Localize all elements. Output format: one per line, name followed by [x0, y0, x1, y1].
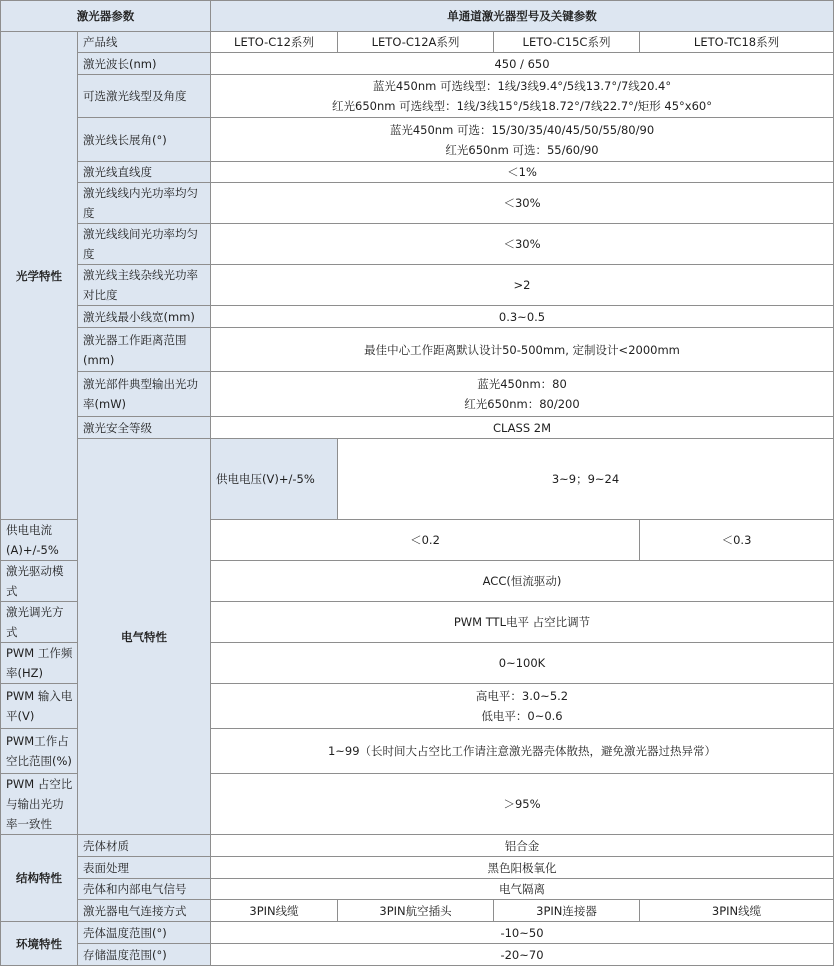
row-value: 0.3~0.5 [211, 306, 834, 328]
row-value: ＞95% [211, 774, 834, 835]
table-row [1, 835, 834, 857]
tc18-value: ＜0.3 [640, 520, 834, 561]
row-label: 激光调光方式 [1, 602, 78, 643]
row-label: 激光安全等级 [78, 417, 211, 439]
row-value: -10~50 [211, 922, 834, 944]
row-label: PWM 输入电平(V) [1, 684, 78, 729]
model-c12: LETO-C12系列 [211, 32, 338, 53]
category-electrical: 电气特性 [78, 439, 211, 835]
row-value [211, 684, 834, 729]
row-value: 黑色阳极氧化 [211, 857, 834, 879]
row-value: 3~9；9~24 [338, 439, 834, 520]
row-label: 激光线主线杂线光功率对比度 [78, 265, 211, 306]
row-value: ＜30% [211, 183, 834, 224]
row-label: PWM 工作频率(HZ) [1, 643, 78, 684]
value-line: 红光650nm：80/200 [464, 397, 580, 411]
row-label: PWM工作占空比范围(%) [1, 729, 78, 774]
row-label: PWM 占空比与输出光功率一致性 [1, 774, 78, 835]
row-label: 激光器工作距离范围(mm) [78, 328, 211, 372]
value-line: 蓝光450nm：80 [477, 377, 567, 391]
row-label: 激光线最小线宽(mm) [78, 306, 211, 328]
row-value: ＜30% [211, 224, 834, 265]
row-label: 激光线直线度 [78, 162, 211, 183]
connection-c15c: 3PIN连接器 [494, 900, 640, 922]
row-value: CLASS 2M [211, 417, 834, 439]
row-label: 存储温度范围(°) [78, 944, 211, 966]
row-value: 电气隔离 [211, 879, 834, 900]
table-row [1, 922, 834, 944]
row-label: 产品线 [78, 32, 211, 53]
value-line: 低电平：0~0.6 [481, 709, 563, 723]
table-row [1, 328, 834, 372]
table-row [1, 265, 834, 306]
category-environmental: 环境特性 [1, 922, 78, 966]
table-title: 单通道激光器型号及关键参数 [211, 1, 834, 32]
row-value: 1~99（长时间大占空比工作请注意激光器壳体散热，避免激光器过热异常） [211, 729, 834, 774]
model-c12a: LETO-C12A系列 [338, 32, 494, 53]
table-row [1, 417, 834, 439]
row-value: PWM TTL电平 占空比调节 [211, 602, 834, 643]
row-value: >2 [211, 265, 834, 306]
row-label: 壳体和内部电气信号 [78, 879, 211, 900]
table-row [1, 900, 834, 922]
value-line: 红光650nm 可选线型：1线/3线15°/5线18.72°/7线22.7°/矩形 45°x60° [332, 99, 712, 113]
table-row [1, 224, 834, 265]
connection-c12a: 3PIN航空插头 [338, 900, 494, 922]
row-label: 壳体材质 [78, 835, 211, 857]
row-label: 供电电压(V)+/-5% [211, 439, 338, 520]
value-line: 红光650nm 可选：55/60/90 [445, 142, 599, 157]
row-value [211, 118, 834, 162]
table-row [1, 183, 834, 224]
row-label: 激光驱动模式 [1, 561, 78, 602]
row-label: 激光器电气连接方式 [78, 900, 211, 922]
table-row [1, 53, 834, 75]
header-row [1, 1, 834, 32]
row-label: 激光波长(nm) [78, 53, 211, 75]
table-row [1, 944, 834, 966]
table-row [1, 306, 834, 328]
category-optical: 光学特性 [1, 32, 78, 520]
row-value: ＜1% [211, 162, 834, 183]
category-structural: 结构特性 [1, 835, 78, 922]
value-line: 高电平：3.0~5.2 [475, 689, 569, 703]
model-tc18: LETO-TC18系列 [640, 32, 834, 53]
table-row [1, 32, 834, 53]
connection-c12: 3PIN线缆 [211, 900, 338, 922]
row-label: 壳体温度范围(°) [78, 922, 211, 944]
value-line: 蓝光450nm 可选：15/30/35/40/45/50/55/80/90 [389, 122, 655, 137]
model-c15c: LETO-C15C系列 [494, 32, 640, 53]
row-value: ＜0.2 [211, 520, 640, 561]
table-row [1, 118, 834, 162]
table-row [1, 857, 834, 879]
row-label: 激光线线内光功率均匀度 [78, 183, 211, 224]
table-row [1, 75, 834, 118]
row-label: 供电电流(A)+/-5% [1, 520, 78, 561]
row-label: 激光线长展角(°) [78, 118, 211, 162]
table-row [1, 162, 834, 183]
row-value: -20~70 [211, 944, 834, 966]
row-value: 铝合金 [211, 835, 834, 857]
row-value: 最佳中心工作距离默认设计50-500mm, 定制设计<2000mm [211, 328, 834, 372]
table-row [1, 439, 834, 520]
row-value: 0~100K [211, 643, 834, 684]
row-label: 激光部件典型输出光功率(mW) [78, 372, 211, 417]
row-label: 可选激光线型及角度 [78, 75, 211, 118]
value-line: 蓝光450nm 可选线型：1线/3线9.4°/5线13.7°/7线20.4° [372, 79, 672, 93]
row-value: 450 / 650 [211, 53, 834, 75]
param-header: 激光器参数 [1, 1, 211, 32]
connection-tc18: 3PIN线缆 [640, 900, 834, 922]
table-row [1, 372, 834, 417]
table-row [1, 879, 834, 900]
row-label: 激光线线间光功率均匀度 [78, 224, 211, 265]
row-value: ACC(恒流驱动) [211, 561, 834, 602]
row-value [211, 75, 834, 118]
row-label: 表面处理 [78, 857, 211, 879]
row-value [211, 372, 834, 417]
